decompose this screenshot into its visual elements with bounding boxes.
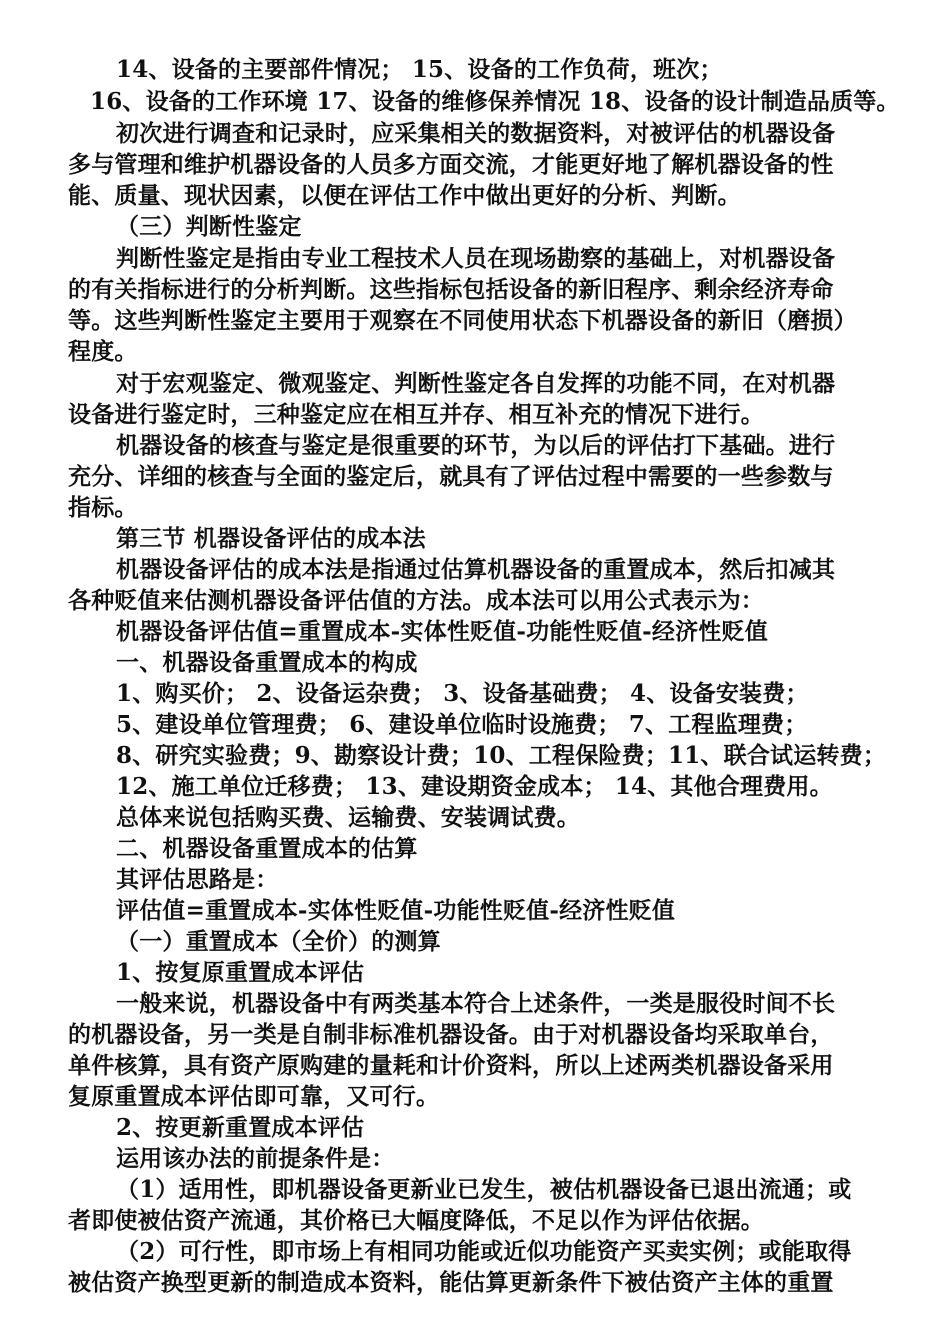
- formula-line: 评估值=重置成本-实体性贬值-功能性贬值-经济性贬值: [116, 897, 676, 924]
- text-line: 各种贬值来估测机器设备评估值的方法。成本法可以用公式表示为：: [68, 587, 764, 614]
- section-heading: 二、机器设备重置成本的估算: [116, 835, 418, 862]
- section-heading: （一）重置成本（全价）的测算: [116, 928, 441, 955]
- text-line: （2）可行性，即市场上有相同功能或近似功能资产买卖实例；或能取得: [116, 1238, 852, 1265]
- section-heading: 1、按复原重置成本评估: [116, 959, 365, 986]
- text-line: 多与管理和维护机器设备的人员多方面交流，才能更好地了解机器设备的性: [68, 151, 834, 178]
- text-line: 一般来说，机器设备中有两类基本符合上述条件，一类是服役时间不长: [116, 990, 836, 1017]
- text-line: 设备进行鉴定时，三种鉴定应在相互并存、相互补充的情况下进行。: [68, 401, 764, 428]
- formula-line: 机器设备评估值=重置成本-实体性贬值-功能性贬值-经济性贬值: [116, 618, 768, 645]
- section-heading: （三）判断性鉴定: [116, 213, 302, 240]
- text-line: 被估资产换型更新的制造成本资料，能估算更新条件下被估资产主体的重置: [68, 1269, 834, 1296]
- text-line: 16、设备的工作环境 17、设备的维修保养情况 18、设备的设计制造品质等。: [90, 88, 900, 115]
- text-line: 初次进行调查和记录时，应采集相关的数据资料，对被评估的机器设备: [116, 120, 836, 147]
- text-line: 机器设备的核查与鉴定是很重要的环节，为以后的评估打下基础。进行: [116, 432, 836, 459]
- text-line: 其评估思路是：: [116, 866, 279, 893]
- text-line: 14、设备的主要部件情况； 15、设备的工作负荷，班次；: [116, 56, 723, 83]
- section-heading: 2、按更新重置成本评估: [116, 1114, 365, 1141]
- text-line: 单件核算，具有资产原购建的量耗和计价资料，所以上述两类机器设备采用: [68, 1052, 834, 1079]
- list-line: 12、施工单位迁移费； 13、建设期资金成本； 14、其他合理费用。: [116, 773, 833, 800]
- text-line: 复原重置成本评估即可靠，又可行。: [68, 1083, 440, 1110]
- text-line: 机器设备评估的成本法是指通过估算机器设备的重置成本，然后扣减其: [116, 556, 836, 583]
- text-line: 等。这些判断性鉴定主要用于观察在不同使用状态下机器设备的新旧（磨损）: [68, 307, 857, 334]
- section-heading: 一、机器设备重置成本的构成: [116, 649, 418, 676]
- text-line: 对于宏观鉴定、微观鉴定、判断性鉴定各自发挥的功能不同，在对机器: [116, 370, 836, 397]
- text-line: 指标。: [68, 494, 138, 521]
- list-line: 8、研究实验费；9、勘察设计费；10、工程保险费；11、联合试运转费；: [116, 742, 887, 769]
- text-line: 的机器设备，另一类是自制非标准机器设备。由于对机器设备均采取单台，: [68, 1021, 834, 1048]
- list-line: 5、建设单位管理费； 6、建设单位临时设施费； 7、工程监理费；: [116, 711, 808, 738]
- text-line: 运用该办法的前提条件是：: [116, 1145, 395, 1172]
- text-line: 总体来说包括购买费、运输费、安装调试费。: [116, 804, 580, 831]
- text-line: （1）适用性，即机器设备更新业已发生，被估机器设备已退出流通；或: [116, 1176, 852, 1203]
- section-heading: 第三节 机器设备评估的成本法: [116, 525, 426, 552]
- text-line: 能、质量、现状因素，以便在评估工作中做出更好的分析、判断。: [68, 182, 741, 209]
- text-line: 充分、详细的核查与全面的鉴定后，就具有了评估过程中需要的一些参数与: [68, 463, 834, 490]
- text-line: 者即使被估资产流通，其价格已大幅度降低，不足以作为评估依据。: [68, 1207, 764, 1234]
- text-line: 程度。: [68, 338, 138, 365]
- text-line: 的有关指标进行的分析判断。这些指标包括设备的新旧程序、剩余经济寿命: [68, 276, 834, 303]
- list-line: 1、购买价； 2、设备运杂费； 3、设备基础费； 4、设备安装费；: [116, 680, 809, 707]
- text-line: 判断性鉴定是指由专业工程技术人员在现场勘察的基础上，对机器设备: [116, 245, 836, 272]
